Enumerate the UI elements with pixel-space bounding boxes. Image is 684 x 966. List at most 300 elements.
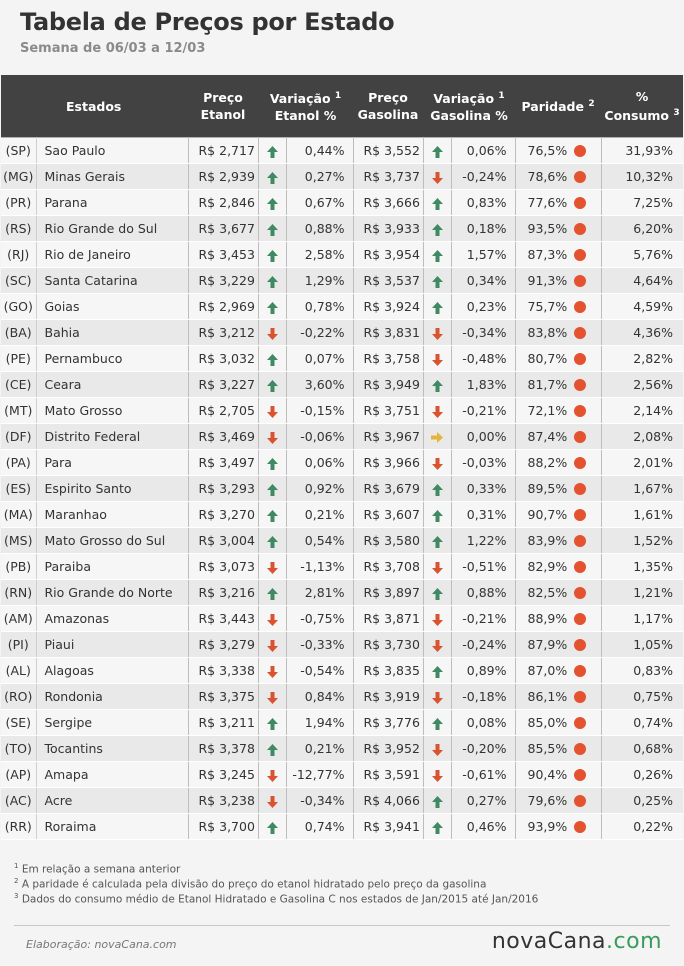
paridade-dot-icon (574, 223, 586, 235)
etanol-price: R$ 3,211 (188, 710, 258, 736)
table-row (1, 372, 683, 398)
gasolina-trend (423, 476, 451, 502)
paridade-cell (515, 294, 601, 320)
etanol-variation: 0,67% (286, 190, 353, 216)
paridade-cell (515, 658, 601, 684)
etanol-variation: -1,13% (286, 554, 353, 580)
table-row (1, 190, 683, 216)
consumo-value: 4,36% (601, 320, 683, 346)
state-name: Paraiba (36, 554, 188, 580)
paridade-cell (515, 476, 601, 502)
arrow-up-icon (432, 146, 443, 158)
state-name: Santa Catarina (36, 268, 188, 294)
state-code: (MS) (1, 528, 36, 554)
consumo-value: 2,56% (601, 372, 683, 398)
consumo-value: 1,35% (601, 554, 683, 580)
etanol-trend (258, 372, 286, 398)
gasolina-variation: 0,89% (451, 658, 515, 684)
arrow-up-icon (267, 822, 278, 834)
etanol-variation: 0,54% (286, 528, 353, 554)
table-row (1, 450, 683, 476)
arrow-up-icon (432, 250, 443, 262)
etanol-price: R$ 2,705 (188, 398, 258, 424)
paridade-cell (515, 606, 601, 632)
header-consumo: % Consumo $^3$ (601, 75, 683, 138)
gasolina-trend (423, 398, 451, 424)
gasolina-price: R$ 3,591 (353, 762, 423, 788)
state-code: (RS) (1, 216, 36, 242)
paridade-cell (515, 632, 601, 658)
etanol-price: R$ 3,279 (188, 632, 258, 658)
etanol-price: R$ 3,338 (188, 658, 258, 684)
consumo-value: 0,26% (601, 762, 683, 788)
state-name: Espirito Santo (36, 476, 188, 502)
table-row (1, 424, 683, 450)
etanol-trend (258, 580, 286, 606)
etanol-trend (258, 242, 286, 268)
arrow-down-icon (432, 692, 443, 704)
paridade-cell (515, 138, 601, 164)
paridade-value: 90,7% (527, 507, 568, 522)
gasolina-price: R$ 3,954 (353, 242, 423, 268)
gasolina-price: R$ 3,835 (353, 658, 423, 684)
consumo-value: 0,83% (601, 658, 683, 684)
gasolina-trend (423, 502, 451, 528)
gasolina-price: R$ 3,831 (353, 320, 423, 346)
etanol-trend (258, 398, 286, 424)
paridade-value: 88,9% (527, 611, 568, 626)
paridade-value: 90,4% (527, 767, 568, 782)
paridade-value: 81,7% (527, 377, 568, 392)
arrow-up-icon (267, 198, 278, 210)
gasolina-trend (423, 138, 451, 164)
gasolina-trend (423, 632, 451, 658)
gasolina-trend (423, 554, 451, 580)
paridade-cell (515, 190, 601, 216)
paridade-dot-icon (574, 717, 586, 729)
paridade-value: 77,6% (527, 195, 568, 210)
gasolina-price: R$ 3,941 (353, 814, 423, 840)
header-paridade: Paridade $^2$ (515, 75, 601, 138)
table-row (1, 164, 683, 190)
gasolina-variation: 1,57% (451, 242, 515, 268)
arrow-up-icon (267, 172, 278, 184)
arrow-up-icon (267, 276, 278, 288)
etanol-variation: 3,60% (286, 372, 353, 398)
gasolina-variation: 0,08% (451, 710, 515, 736)
state-code: (PE) (1, 346, 36, 372)
paridade-cell (515, 580, 601, 606)
arrow-down-icon (267, 770, 278, 782)
paridade-value: 87,3% (527, 247, 568, 262)
table-row (1, 216, 683, 242)
header-uf (1, 75, 36, 138)
paridade-value: 85,5% (527, 741, 568, 756)
table-row (1, 762, 683, 788)
arrow-up-icon (432, 536, 443, 548)
gasolina-price: R$ 3,871 (353, 606, 423, 632)
paridade-cell (515, 398, 601, 424)
arrow-up-icon (267, 718, 278, 730)
etanol-trend (258, 606, 286, 632)
paridade-dot-icon (574, 743, 586, 755)
etanol-trend (258, 450, 286, 476)
table-row (1, 476, 683, 502)
paridade-value: 87,9% (527, 637, 568, 652)
gasolina-trend (423, 814, 451, 840)
paridade-dot-icon (574, 197, 586, 209)
arrow-down-icon (267, 328, 278, 340)
etanol-variation: 0,07% (286, 346, 353, 372)
table-row (1, 788, 683, 814)
paridade-dot-icon (574, 171, 586, 183)
gasolina-trend (423, 580, 451, 606)
etanol-price: R$ 3,227 (188, 372, 258, 398)
gasolina-trend (423, 216, 451, 242)
consumo-value: 5,76% (601, 242, 683, 268)
paridade-dot-icon (574, 431, 586, 443)
consumo-value: 1,67% (601, 476, 683, 502)
state-name: Maranhao (36, 502, 188, 528)
gasolina-trend (423, 320, 451, 346)
gasolina-variation: -0,24% (451, 632, 515, 658)
state-code: (PA) (1, 450, 36, 476)
state-code: (PR) (1, 190, 36, 216)
consumo-value: 1,61% (601, 502, 683, 528)
paridade-dot-icon (574, 691, 586, 703)
etanol-variation: -0,06% (286, 424, 353, 450)
state-code: (DF) (1, 424, 36, 450)
gasolina-variation: -0,21% (451, 398, 515, 424)
etanol-variation: 0,88% (286, 216, 353, 242)
state-name: Roraima (36, 814, 188, 840)
paridade-value: 79,6% (527, 793, 568, 808)
arrow-up-icon (432, 302, 443, 314)
etanol-price: R$ 3,212 (188, 320, 258, 346)
consumo-value: 10,32% (601, 164, 683, 190)
arrow-up-icon (267, 250, 278, 262)
gasolina-variation: -0,61% (451, 762, 515, 788)
page-title: Tabela de Preços por Estado (20, 8, 395, 36)
arrow-down-icon (432, 172, 443, 184)
paridade-value: 85,0% (527, 715, 568, 730)
consumo-value: 1,21% (601, 580, 683, 606)
arrow-up-icon (267, 380, 278, 392)
arrow-down-icon (432, 744, 443, 756)
paridade-cell (515, 762, 601, 788)
state-name: Para (36, 450, 188, 476)
state-name: Bahia (36, 320, 188, 346)
paridade-dot-icon (574, 509, 586, 521)
paridade-cell (515, 502, 601, 528)
paridade-value: 93,9% (527, 819, 568, 834)
table-row (1, 580, 683, 606)
paridade-cell (515, 372, 601, 398)
etanol-price: R$ 3,375 (188, 684, 258, 710)
state-code: (RN) (1, 580, 36, 606)
table-row (1, 242, 683, 268)
etanol-price: R$ 3,700 (188, 814, 258, 840)
etanol-trend (258, 788, 286, 814)
state-code: (CE) (1, 372, 36, 398)
gasolina-price: R$ 3,580 (353, 528, 423, 554)
etanol-variation: -0,15% (286, 398, 353, 424)
etanol-trend (258, 424, 286, 450)
consumo-value: 2,01% (601, 450, 683, 476)
etanol-price: R$ 2,939 (188, 164, 258, 190)
footnote: $^2$ A paridade é calculada pela divisão do preço do etanol hidratado pelo preço da gasolina (14, 877, 487, 891)
gasolina-price: R$ 3,730 (353, 632, 423, 658)
etanol-price: R$ 2,969 (188, 294, 258, 320)
gasolina-variation: 0,06% (451, 138, 515, 164)
gasolina-price: R$ 3,666 (353, 190, 423, 216)
etanol-trend (258, 736, 286, 762)
consumo-value: 1,05% (601, 632, 683, 658)
paridade-cell (515, 424, 601, 450)
gasolina-price: R$ 3,924 (353, 294, 423, 320)
etanol-trend (258, 814, 286, 840)
etanol-trend (258, 632, 286, 658)
paridade-value: 80,7% (527, 351, 568, 366)
gasolina-trend (423, 424, 451, 450)
table-row (1, 320, 683, 346)
state-code: (AL) (1, 658, 36, 684)
arrow-up-icon (432, 484, 443, 496)
paridade-dot-icon (574, 769, 586, 781)
gasolina-price: R$ 3,949 (353, 372, 423, 398)
paridade-dot-icon (574, 561, 586, 573)
consumo-value: 2,08% (601, 424, 683, 450)
etanol-variation: -0,22% (286, 320, 353, 346)
etanol-trend (258, 762, 286, 788)
paridade-value: 75,7% (527, 299, 568, 314)
state-name: Amapa (36, 762, 188, 788)
etanol-variation: -12,77% (286, 762, 353, 788)
gasolina-price: R$ 3,919 (353, 684, 423, 710)
etanol-trend (258, 684, 286, 710)
gasolina-trend (423, 528, 451, 554)
novacana-logo: novaCana.com (491, 929, 662, 954)
state-name: Rio de Janeiro (36, 242, 188, 268)
arrow-down-icon (432, 562, 443, 574)
gasolina-variation: -0,03% (451, 450, 515, 476)
state-code: (BA) (1, 320, 36, 346)
etanol-variation: 0,21% (286, 736, 353, 762)
state-code: (PI) (1, 632, 36, 658)
state-name: Rondonia (36, 684, 188, 710)
etanol-price: R$ 3,378 (188, 736, 258, 762)
etanol-trend (258, 268, 286, 294)
gasolina-trend (423, 710, 451, 736)
etanol-trend (258, 476, 286, 502)
paridade-value: 91,3% (527, 273, 568, 288)
etanol-price: R$ 3,229 (188, 268, 258, 294)
paridade-cell (515, 320, 601, 346)
arrow-right-icon (431, 432, 443, 443)
etanol-price: R$ 2,717 (188, 138, 258, 164)
paridade-dot-icon (574, 145, 586, 157)
table-row (1, 398, 683, 424)
footnote: $^3$ Dados do consumo médio de Etanol Hidratado e Gasolina C nos estados de Jan/2015 até Jan/2016 (14, 892, 539, 906)
gasolina-price: R$ 3,737 (353, 164, 423, 190)
paridade-cell (515, 450, 601, 476)
paridade-value: 86,1% (527, 689, 568, 704)
page-subtitle: Semana de 06/03 a 12/03 (20, 41, 206, 56)
table-row (1, 294, 683, 320)
gasolina-variation: 0,83% (451, 190, 515, 216)
header-estados: Estados (36, 75, 188, 138)
gasolina-trend (423, 606, 451, 632)
etanol-trend (258, 190, 286, 216)
arrow-up-icon (432, 198, 443, 210)
paridade-value: 82,9% (527, 559, 568, 574)
state-name: Rio Grande do Norte (36, 580, 188, 606)
paridade-cell (515, 346, 601, 372)
gasolina-variation: 0,46% (451, 814, 515, 840)
table-row (1, 632, 683, 658)
etanol-price: R$ 3,216 (188, 580, 258, 606)
arrow-down-icon (432, 406, 443, 418)
etanol-trend (258, 346, 286, 372)
arrow-down-icon (267, 562, 278, 574)
state-code: (GO) (1, 294, 36, 320)
etanol-price: R$ 3,293 (188, 476, 258, 502)
state-name: Acre (36, 788, 188, 814)
gasolina-variation: 1,22% (451, 528, 515, 554)
state-name: Goias (36, 294, 188, 320)
paridade-dot-icon (574, 353, 586, 365)
consumo-value: 31,93% (601, 138, 683, 164)
consumo-value: 2,14% (601, 398, 683, 424)
etanol-variation: 2,81% (286, 580, 353, 606)
paridade-value: 78,6% (527, 169, 568, 184)
arrow-up-icon (432, 796, 443, 808)
paridade-cell (515, 528, 601, 554)
gasolina-variation: 1,83% (451, 372, 515, 398)
state-code: (RR) (1, 814, 36, 840)
paridade-dot-icon (574, 639, 586, 651)
paridade-cell (515, 788, 601, 814)
etanol-price: R$ 3,032 (188, 346, 258, 372)
gasolina-trend (423, 762, 451, 788)
arrow-up-icon (267, 484, 278, 496)
gasolina-variation: 0,00% (451, 424, 515, 450)
arrow-up-icon (432, 822, 443, 834)
etanol-variation: 0,06% (286, 450, 353, 476)
arrow-down-icon (432, 614, 443, 626)
footnote: $^1$ Em relação a semana anterior (14, 862, 181, 876)
state-name: Piaui (36, 632, 188, 658)
price-table (1, 75, 683, 840)
state-code: (TO) (1, 736, 36, 762)
header-preco-gasolina: Preço Gasolina (353, 75, 423, 138)
gasolina-trend (423, 372, 451, 398)
paridade-cell (515, 216, 601, 242)
paridade-value: 83,9% (527, 533, 568, 548)
state-code: (PB) (1, 554, 36, 580)
paridade-value: 83,8% (527, 325, 568, 340)
arrow-down-icon (432, 354, 443, 366)
consumo-value: 0,25% (601, 788, 683, 814)
arrow-up-icon (432, 718, 443, 730)
etanol-trend (258, 528, 286, 554)
paridade-cell (515, 164, 601, 190)
consumo-value: 0,75% (601, 684, 683, 710)
etanol-variation: -0,33% (286, 632, 353, 658)
paridade-cell (515, 814, 601, 840)
gasolina-price: R$ 3,933 (353, 216, 423, 242)
consumo-value: 4,64% (601, 268, 683, 294)
table-row (1, 606, 683, 632)
state-code: (AC) (1, 788, 36, 814)
etanol-variation: 1,94% (286, 710, 353, 736)
state-code: (SP) (1, 138, 36, 164)
paridade-dot-icon (574, 483, 586, 495)
etanol-variation: -0,34% (286, 788, 353, 814)
state-name: Amazonas (36, 606, 188, 632)
arrow-up-icon (267, 588, 278, 600)
gasolina-price: R$ 3,776 (353, 710, 423, 736)
etanol-price: R$ 3,245 (188, 762, 258, 788)
arrow-up-icon (432, 588, 443, 600)
gasolina-trend (423, 788, 451, 814)
state-name: Sao Paulo (36, 138, 188, 164)
etanol-trend (258, 658, 286, 684)
paridade-dot-icon (574, 379, 586, 391)
arrow-down-icon (432, 328, 443, 340)
gasolina-price: R$ 3,758 (353, 346, 423, 372)
gasolina-price: R$ 3,751 (353, 398, 423, 424)
etanol-trend (258, 320, 286, 346)
paridade-dot-icon (574, 327, 586, 339)
state-code: (ES) (1, 476, 36, 502)
gasolina-price: R$ 3,966 (353, 450, 423, 476)
table-header (1, 75, 683, 138)
paridade-cell (515, 736, 601, 762)
paridade-value: 87,4% (527, 429, 568, 444)
arrow-down-icon (267, 640, 278, 652)
state-name: Pernambuco (36, 346, 188, 372)
paridade-dot-icon (574, 249, 586, 261)
arrow-down-icon (267, 406, 278, 418)
paridade-cell (515, 684, 601, 710)
arrow-down-icon (432, 458, 443, 470)
arrow-up-icon (267, 510, 278, 522)
table-row (1, 502, 683, 528)
gasolina-price: R$ 3,552 (353, 138, 423, 164)
etanol-variation: 0,21% (286, 502, 353, 528)
table-row (1, 814, 683, 840)
gasolina-variation: 0,18% (451, 216, 515, 242)
etanol-trend (258, 138, 286, 164)
table-row (1, 554, 683, 580)
paridade-dot-icon (574, 665, 586, 677)
table-row (1, 346, 683, 372)
state-code: (AM) (1, 606, 36, 632)
gasolina-variation: 0,88% (451, 580, 515, 606)
state-code: (MA) (1, 502, 36, 528)
paridade-value: 89,5% (527, 481, 568, 496)
table-row (1, 684, 683, 710)
table-row (1, 268, 683, 294)
consumo-value: 1,52% (601, 528, 683, 554)
consumo-value: 4,59% (601, 294, 683, 320)
gasolina-variation: -0,18% (451, 684, 515, 710)
arrow-down-icon (267, 796, 278, 808)
gasolina-trend (423, 684, 451, 710)
etanol-price: R$ 3,270 (188, 502, 258, 528)
consumo-value: 0,22% (601, 814, 683, 840)
